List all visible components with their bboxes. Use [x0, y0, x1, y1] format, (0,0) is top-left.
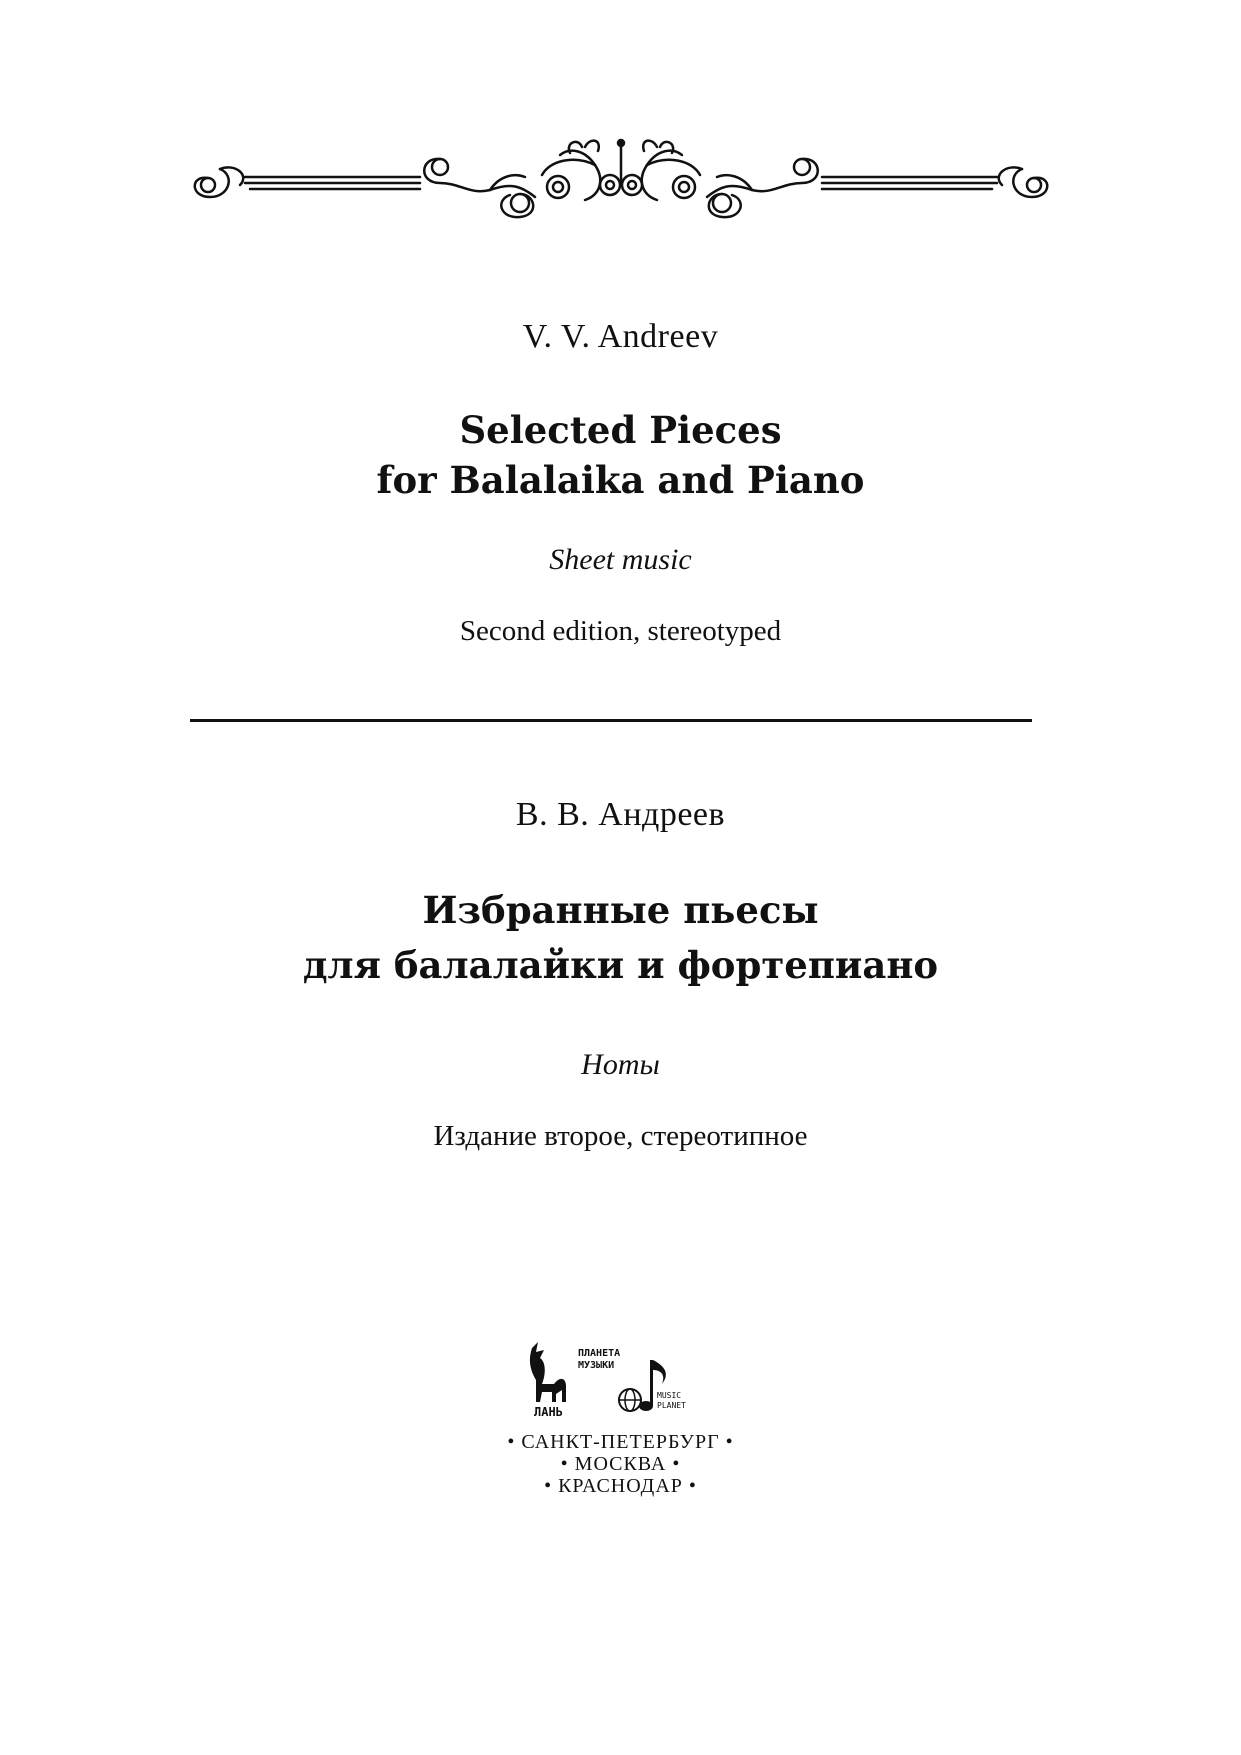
logo-text-planeta: ПЛАНЕТА [578, 1348, 621, 1359]
title-line1-ru: Избранные пьесы [422, 888, 819, 932]
edition-en: Second edition, stereotyped [459, 615, 782, 647]
title-line2-en: for Balalaika and Piano [376, 458, 865, 502]
publisher-city-moscow: • МОСКВА • [560, 1453, 681, 1475]
title-line1-en: Selected Pieces [459, 408, 782, 452]
subtitle-en: Sheet music [549, 543, 692, 576]
title-line2-ru: для балалайки и фортепиано [302, 943, 939, 987]
logo-text-lan: ЛАНЬ [534, 1405, 563, 1419]
publisher-city-krasnodar: • КРАСНОДАР • [544, 1475, 697, 1497]
logo-text-muzyki: МУЗЫКИ [578, 1360, 615, 1371]
flourish-ornament-icon [190, 135, 1052, 235]
section-divider [190, 719, 1032, 722]
logo-text-planet: PLANET [657, 1401, 686, 1410]
subtitle-ru: Ноты [581, 1048, 660, 1081]
publisher-city-spb: • САНКТ-ПЕТЕРБУРГ • [507, 1431, 734, 1453]
author-name-ru: В. В. Андреев [515, 796, 726, 833]
author-name-en: V. V. Andreev [522, 318, 719, 355]
lan-deer-logo-icon [520, 1340, 690, 1420]
logo-text-music: MUSIC [657, 1391, 682, 1400]
edition-ru: Издание второе, стереотипное [433, 1120, 808, 1152]
